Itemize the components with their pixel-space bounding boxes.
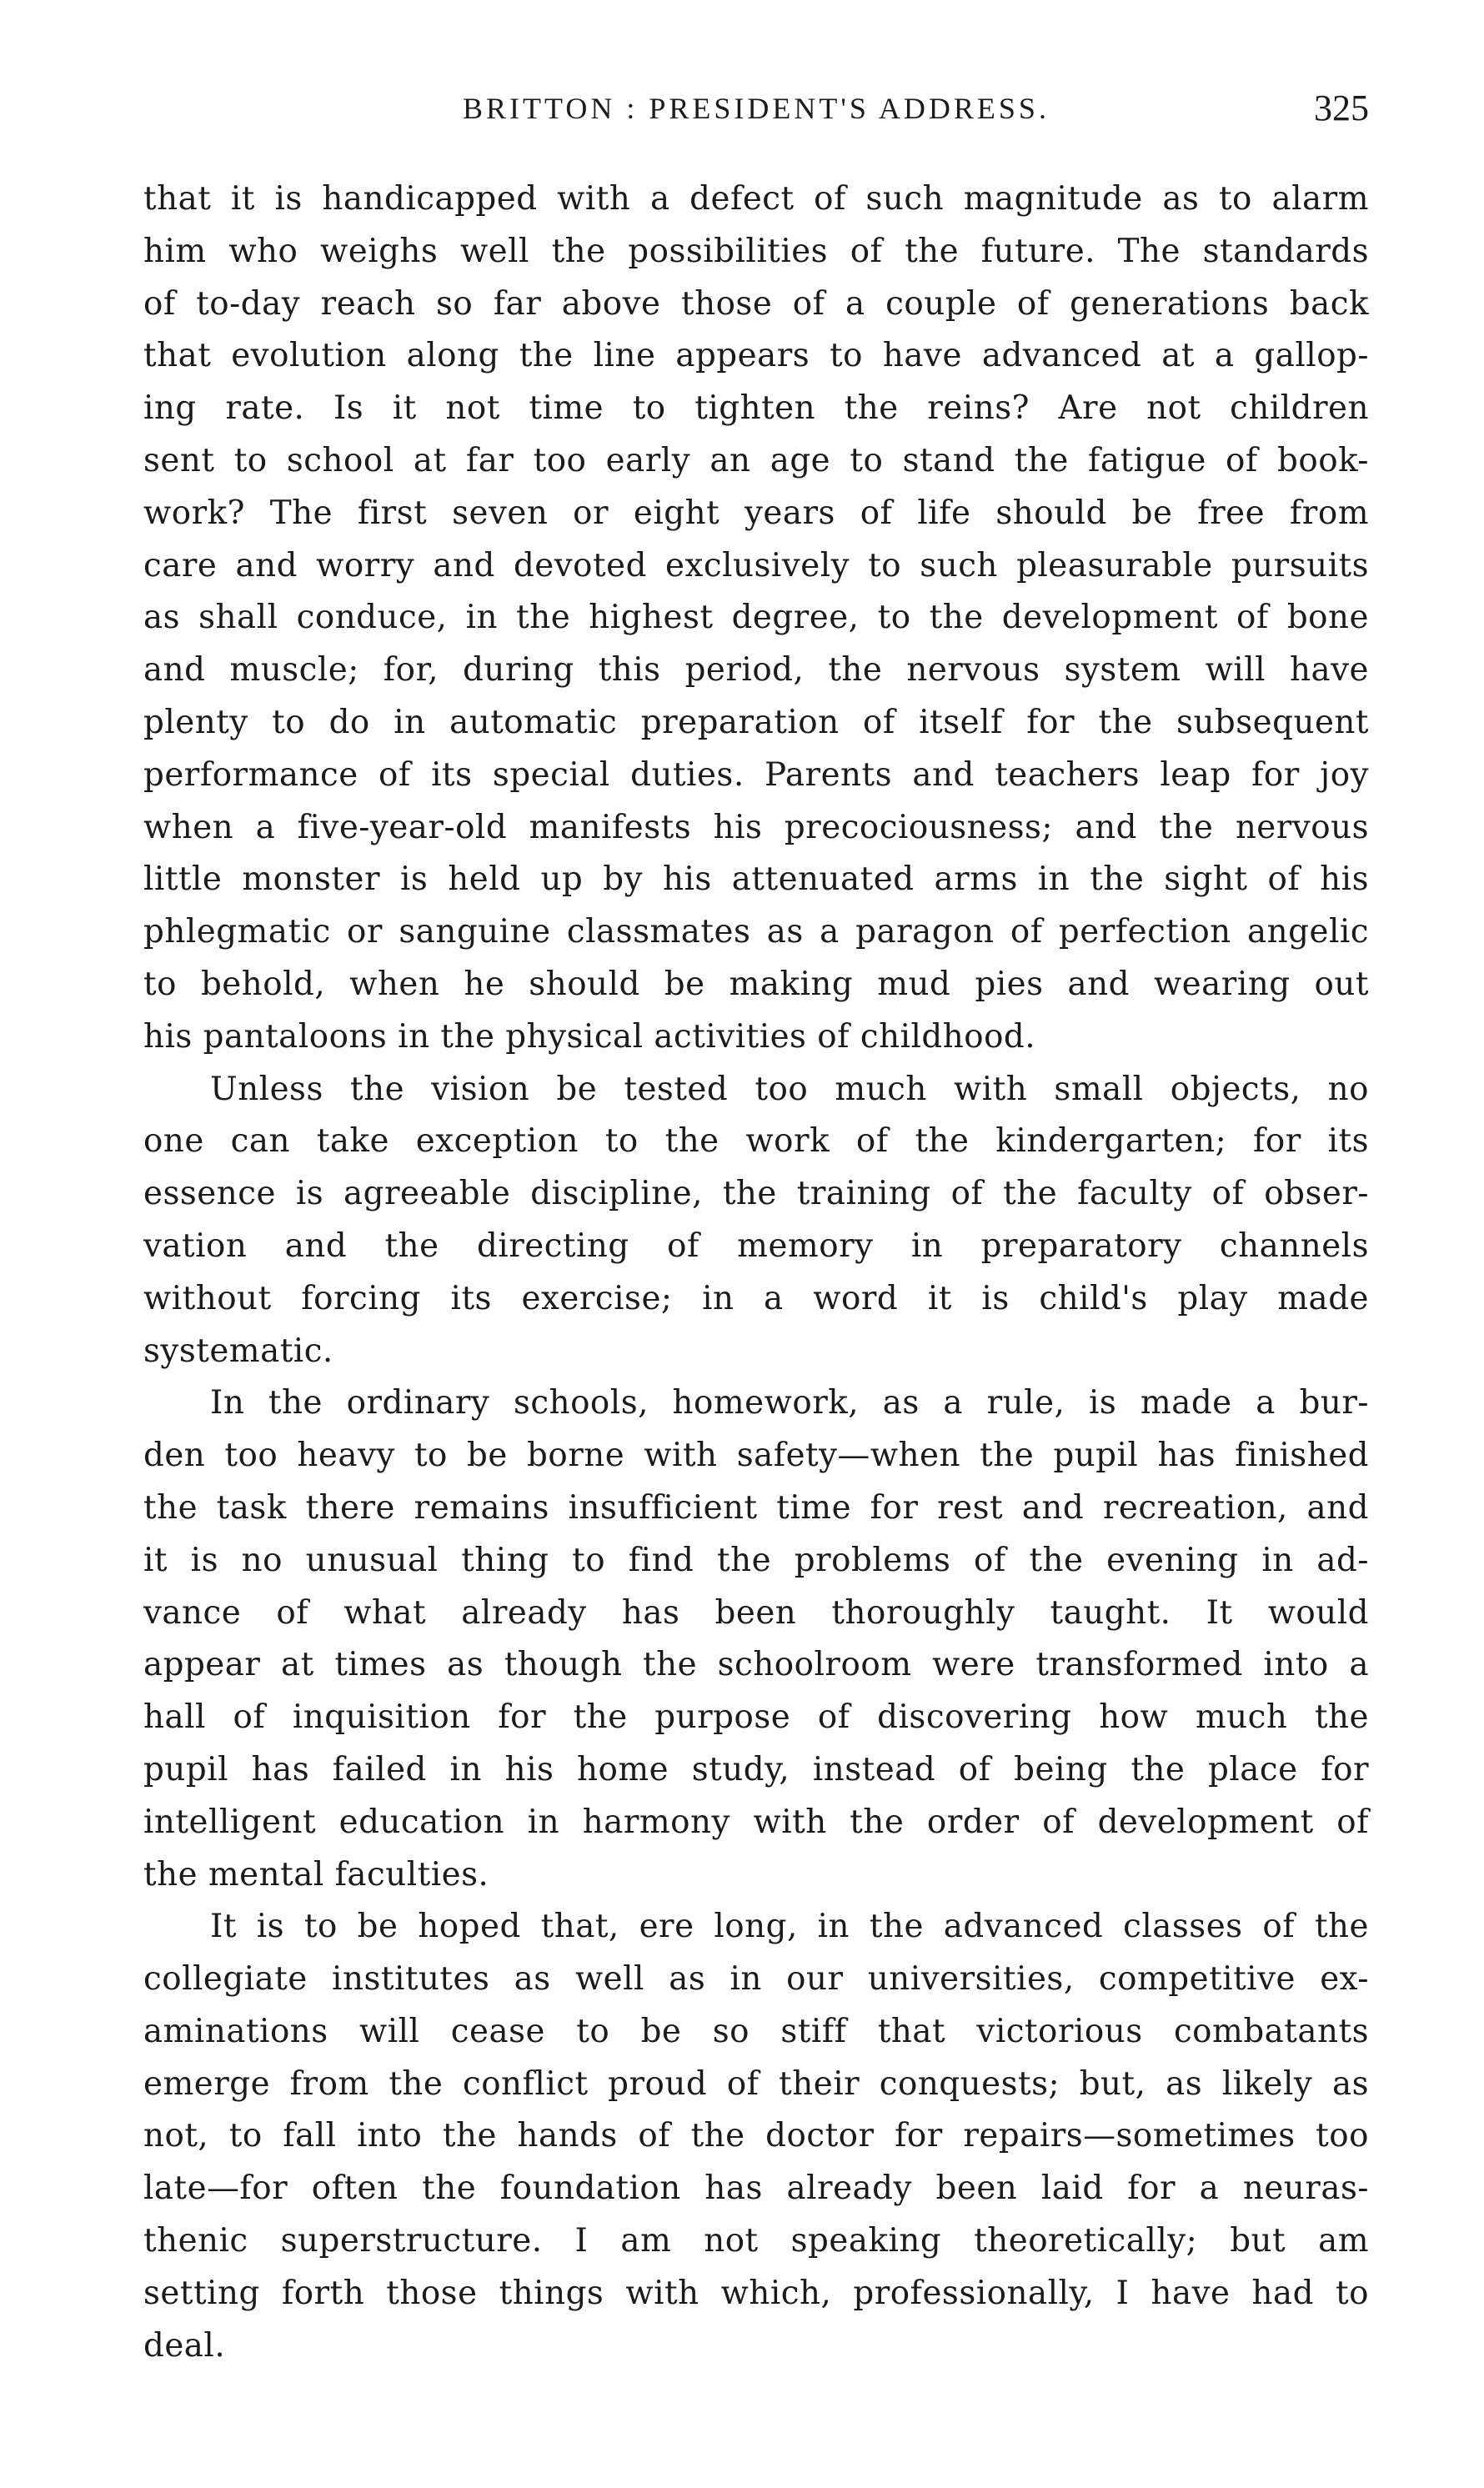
text-line: aminations will cease to be so stiff that victorious combatants [143,2012,1369,2050]
running-head: BRITTON : PRESIDENT'S ADDRESS. [463,92,1050,125]
text-line: performance of its special duties. Parents and teachers leap for joy [143,755,1369,794]
text-line: as shall conduce, in the highest degree, to the development of bone [143,599,1369,637]
text-line: appear at times as though the schoolroom were transformed into a [143,1646,1369,1684]
text-line: emerge from the conflict proud of their conquests; but, as likely as [143,2064,1369,2103]
text-line: In the ordinary schools, homework, as a rule, is made a bur- [210,1384,1369,1422]
text-line: phlegmatic or sanguine classmates as a paragon of perfection angelic [143,913,1369,951]
text-line: essence is agreeable discipline, the training of the faculty of obser- [143,1175,1369,1213]
text-line: vation and the directing of memory in preparatory channels [143,1226,1369,1265]
text-line: that evolution along the line appears to have advanced at a gallop- [143,337,1369,375]
text-line: intelligent education in harmony with the order of development of [143,1803,1369,1841]
text-line: of to-day reach so far above those of a couple of generations back [143,284,1369,323]
text-line: his pantaloons in the physical activities of childhood. [143,1017,1036,1056]
page-header [143,80,1369,140]
text-line: the task there remains insufficient time for rest and recreation, and [143,1488,1369,1527]
paragraph-1 [143,173,1369,1064]
text-line: Unless the vision be tested too much with small objects, no [210,1070,1369,1108]
text-line: setting forth those things with which, professionally, I have had to [143,2274,1369,2312]
text-line: one can take exception to the work of the kindergarten; for its [143,1122,1369,1161]
text-line: plenty to do in automatic preparation of itself for the subsequent [143,703,1369,741]
text-line: not, to fall into the hands of the doctor for repairs—sometimes too [143,2117,1369,2155]
text-line: him who weighs well the possibilities of the future. The standards [143,232,1369,270]
text-line: hall of inquisition for the purpose of discovering how much the [143,1698,1369,1737]
text-line: it is no unusual thing to find the problems of the evening in ad- [143,1541,1369,1579]
text-line: without forcing its exercise; in a word it is child's play made [143,1279,1369,1317]
text-line: collegiate institutes as well as in our universities, competitive ex- [143,1960,1369,1999]
text-line: and muscle; for, during this period, the nervous system will have [143,651,1369,690]
text-line: thenic superstructure. I am not speaking theoretically; but am [143,2222,1369,2260]
text-line: systematic. [143,1332,333,1370]
text-line: work? The first seven or eight years of life should be free from [143,494,1369,532]
body-text [143,173,1369,2372]
text-line: the mental faculties. [143,1855,489,1894]
text-line: when a five-year-old manifests his precociousness; and the nervous [143,808,1369,846]
text-line: little monster is held up by his attenuated arms in the sight of his [143,860,1369,899]
text-line: vance of what already has been thoroughly taught. It would [143,1593,1369,1632]
text-line: den too heavy to be borne with safety—when the pupil has finished [143,1437,1369,1475]
paragraph-4 [143,1901,1369,2372]
text-line: sent to school at far too early an age to stand the fatigue of book- [143,441,1369,479]
paragraph-3 [143,1377,1369,1901]
text-line: It is to be hoped that, ere long, in the advanced classes of the [210,1908,1369,1946]
text-line: that it is handicapped with a defect of such magnitude as to alarm [143,180,1369,218]
paragraph-2 [143,1064,1369,1378]
text-line: deal. [143,2326,226,2365]
text-line: ing rate. Is it not time to tighten the reins? Are not children [143,389,1369,428]
text-line: late—for often the foundation has already been laid for a neuras- [143,2169,1369,2208]
text-line: pupil has failed in his home study, instead of being the place for [143,1750,1369,1788]
page-number: 325 [1314,88,1369,128]
text-line: care and worry and devoted exclusively to such pleasurable pursuits [143,546,1369,584]
text-line: to behold, when he should be making mud pies and wearing out [143,965,1369,1003]
